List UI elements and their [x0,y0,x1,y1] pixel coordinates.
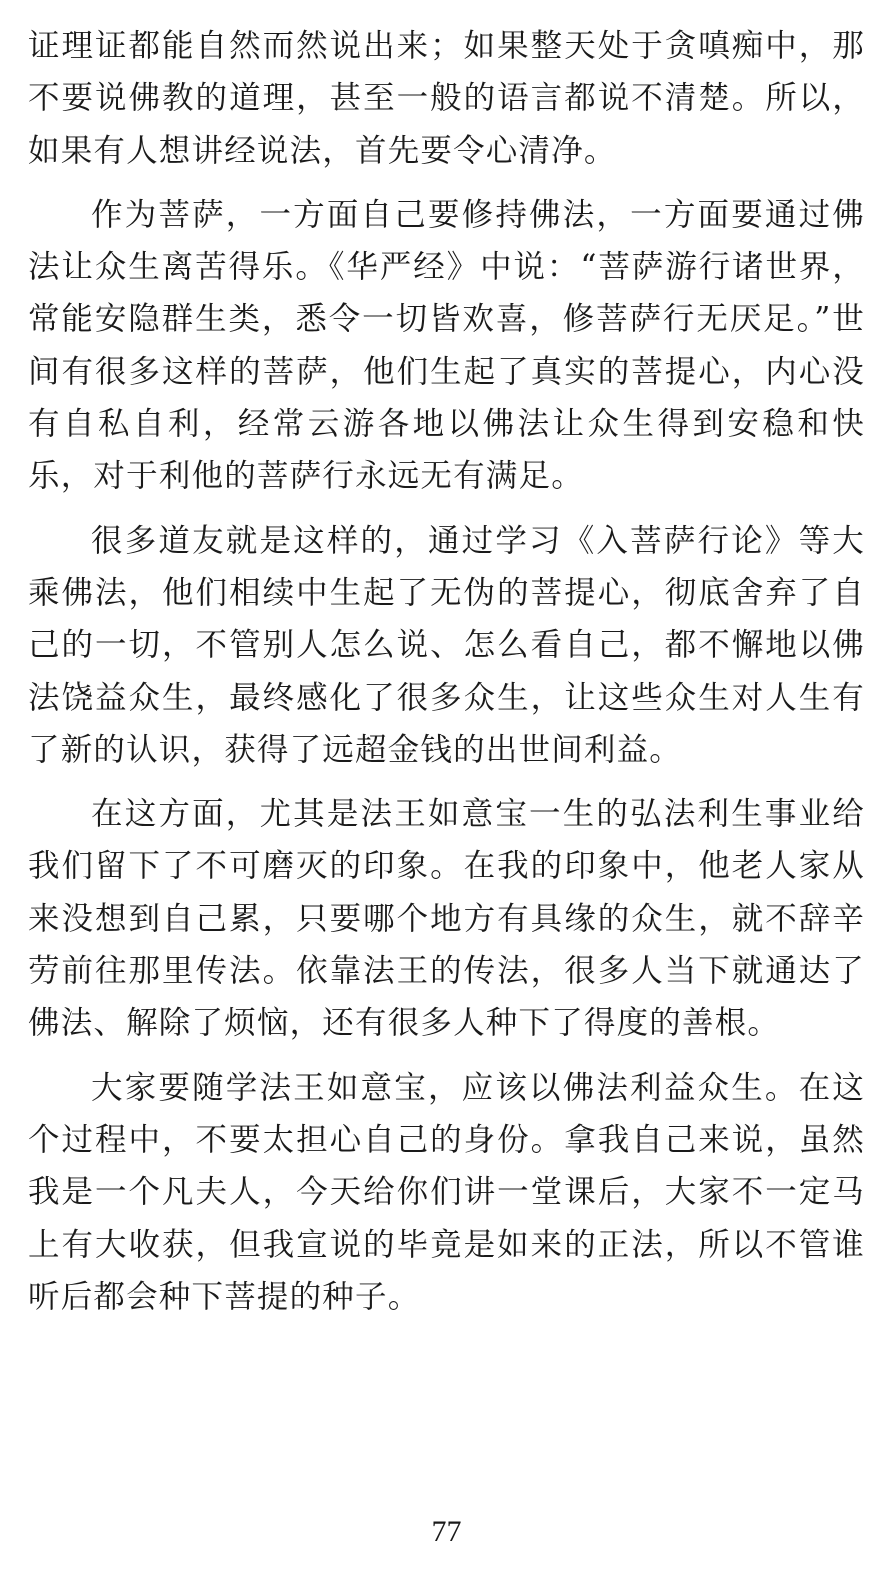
paragraph-3: 很多道友就是这样的，通过学习《入菩萨行论》等大乘佛法，他们相续中生起了无伪的菩提心，彻底舍弃了自己的一切，不管别人怎么说、怎么看自己，都不懈地以佛法饶益众生，最终感化了很多众生，让这些众生对人生有了新的认识，获得了远超金钱的出世间利益。 [28,522,865,768]
paragraph-1: 证理证都能自然而然说出来；如果整天处于贪嗔痴中，那不要说佛教的道理，甚至一般的语言都说不清楚。所以，如果有人想讲经说法，首先要令心清净。 [28,28,865,169]
paragraph-4: 在这方面，尤其是法王如意宝一生的弘法利生事业给我们留下了不可磨灭的印象。在我的印象中，他老人家从来没想到自己累，只要哪个地方有具缘的众生，就不辞辛劳前往那里传法。依靠法王的传法，很多人当下就通达了佛法、解除了烦恼，还有很多人种下了得度的善根。 [28,796,865,1042]
paragraph-5: 大家要随学法王如意宝，应该以佛法利益众生。在这个过程中，不要太担心自己的身份。拿我自己来说，虽然我是一个凡夫人，今天给你们讲一堂课后，大家不一定马上有大收获，但我宣说的毕竟是如来的正法，所以不管谁听后都会种下菩提的种子。 [28,1069,865,1315]
paragraph-2: 作为菩萨，一方面自己要修持佛法，一方面要通过佛法让众生离苦得乐。《华严经》中说：“菩萨游行诸世界，常能安隐群生类，悉令一切皆欢喜，修菩萨行无厌足。”世间有很多这样的菩萨，他们生起了真实的菩提心，内心没有自私自利，经常云游各地以佛法让众生得到安稳和快乐，对于利他的菩萨行永远无有满足。 [28,196,865,495]
page-body [28,20,865,1335]
page-number: 77 [431,1515,462,1548]
